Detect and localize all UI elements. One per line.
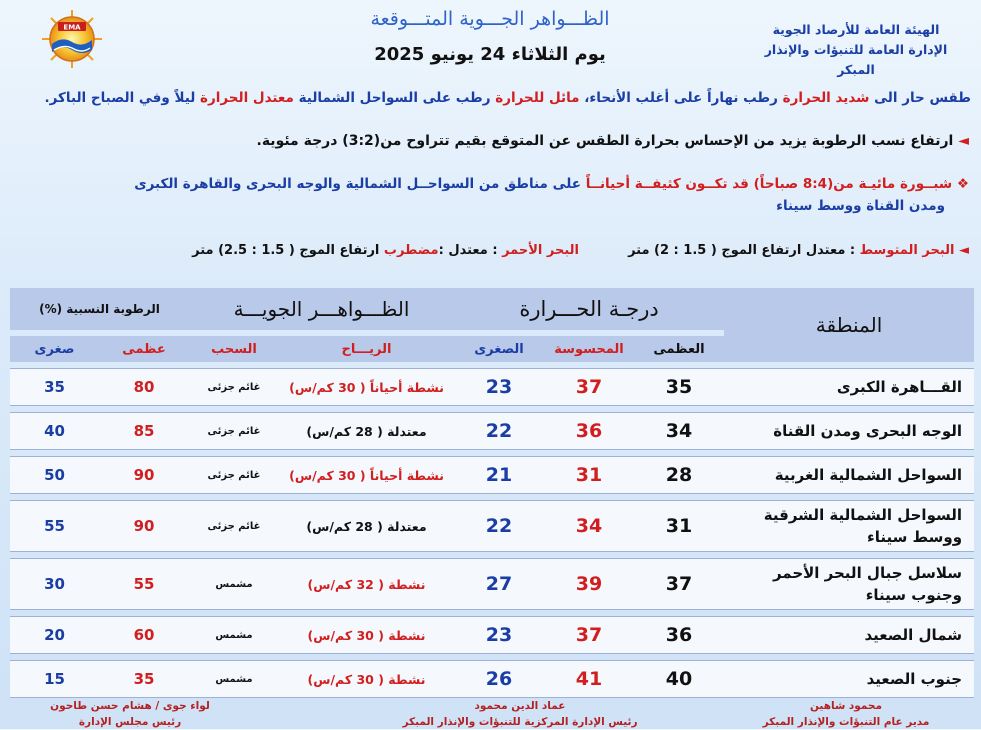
logo-text: EMA	[63, 23, 81, 32]
temp-feels: 34	[544, 500, 634, 552]
header-temperature: درجـة الحـــرارة	[454, 288, 724, 330]
page-title: الظـــواهر الجـــوية المتـــوقعة	[370, 8, 610, 30]
summary-part-2: شديد الحرارة	[782, 90, 870, 106]
subheader-feels: المحسوسة	[544, 336, 634, 362]
temp-max: 34	[634, 412, 724, 450]
temp-min: 21	[454, 456, 544, 494]
summary-part-6: معتدل الحرارة	[200, 90, 294, 106]
humidity-min: 20	[10, 616, 99, 654]
humidity-max: 90	[99, 500, 189, 552]
temp-min: 27	[454, 558, 544, 610]
summary-part-4: مائل للحرارة	[495, 90, 580, 106]
med-sea-label: البحر المتوسط	[859, 243, 955, 258]
humidity-max: 35	[99, 660, 189, 698]
summary-part-7: ليلاً وفي الصباح الباكر.	[44, 90, 201, 106]
signature-left-title: رئيس مجلس الإدارة	[78, 716, 182, 728]
ema-logo	[28, 8, 116, 70]
humidity-note	[9, 130, 969, 152]
clouds: مشمس	[189, 558, 279, 610]
wind: نشطة ( 32 كم/س)	[279, 558, 454, 610]
subheader-wind: الريـــاح	[279, 336, 454, 362]
table-row	[10, 500, 974, 552]
humidity-max: 90	[99, 456, 189, 494]
clouds: مشمس	[189, 616, 279, 654]
weather-summary	[6, 88, 971, 108]
table-row	[10, 368, 974, 406]
fog-note	[9, 173, 969, 217]
wind: نشطة أحياناً ( 30 كم/س)	[279, 456, 454, 494]
org-line-2: الإدارة العامة للتنبؤات والإنذار المبكر	[764, 42, 948, 77]
region-name: جنوب الصعيد	[724, 660, 974, 698]
temp-max: 31	[634, 500, 724, 552]
temp-min: 23	[454, 368, 544, 406]
fog-note-line-2: ومدن القناة ووسط سيناء	[776, 198, 945, 214]
table-row	[10, 412, 974, 450]
temp-min: 23	[454, 616, 544, 654]
temp-max: 37	[634, 558, 724, 610]
table-header-row	[10, 288, 974, 330]
med-sea-state: : معتدل	[801, 243, 860, 258]
temp-max: 28	[634, 456, 724, 494]
red-sea-state-1: : معتدل :	[438, 243, 503, 258]
region-name: سلاسل جبال البحر الأحمر وجنوب سيناء	[724, 558, 974, 610]
red-sea-state-2: مضطرب	[379, 243, 439, 258]
humidity-min: 55	[10, 500, 99, 552]
summary-part-5: رطب على السواحل الشمالية	[293, 90, 496, 106]
wind: نشطة أحياناً ( 30 كم/س)	[279, 368, 454, 406]
wind: معتدلة ( 28 كم/س)	[279, 412, 454, 450]
temp-max: 36	[634, 616, 724, 654]
humidity-max: 55	[99, 558, 189, 610]
wind: نشطة ( 30 كم/س)	[279, 616, 454, 654]
subheader-humidity-max: عظمى	[99, 336, 189, 362]
region-name: السواحل الشمالية الشرقية ووسط سيناء	[724, 500, 974, 552]
region-name: شمال الصعيد	[724, 616, 974, 654]
clouds: مشمس	[189, 660, 279, 698]
humidity-min: 35	[10, 368, 99, 406]
org-line-1: الهيئة العامة للأرصاد الجوية	[772, 22, 940, 37]
table-row	[10, 660, 974, 698]
fog-note-part-1: شبــورة مائيـة	[853, 176, 953, 192]
temp-max: 40	[634, 660, 724, 698]
signature-center	[370, 698, 670, 730]
clouds: غائم جزئى	[189, 456, 279, 494]
header-humidity: الرطوبة النسبية (%)	[10, 288, 189, 330]
region-name: الوجه البحرى ومدن القناة	[724, 412, 974, 450]
fog-note-part-4: على مناطق من السواحــل الشمالية والوجه البحرى والقاهرة الكبرى	[134, 176, 586, 192]
temp-feels: 36	[544, 412, 634, 450]
subheader-max: العظمى	[634, 336, 724, 362]
bullet-diamond-icon: ❖	[956, 176, 969, 192]
wind: معتدلة ( 28 كم/س)	[279, 500, 454, 552]
clouds: غائم جزئى	[189, 500, 279, 552]
humidity-min: 30	[10, 558, 99, 610]
summary-part-1: طقس حار الى	[869, 90, 971, 106]
bullet-arrow-icon: ◄	[959, 243, 969, 258]
subheader-clouds: السحب	[189, 336, 279, 362]
subheader-humidity-min: صغرى	[10, 336, 99, 362]
clouds: غائم جزئى	[189, 368, 279, 406]
temp-feels: 37	[544, 368, 634, 406]
humidity-min: 40	[10, 412, 99, 450]
signature-left-name: لواء جوى / هشام حسن طاحون	[50, 700, 210, 712]
red-sea-wave: ارتفاع الموج ( 1.5 : 2.5) متر	[192, 243, 380, 258]
signature-right	[731, 698, 961, 730]
bullet-arrow-icon: ◄	[958, 133, 969, 149]
subheader-min: الصغرى	[454, 336, 544, 362]
table-row	[10, 558, 974, 610]
signature-center-name: عماد الدين محمود	[474, 700, 566, 712]
temp-min: 22	[454, 412, 544, 450]
forecast-table	[10, 282, 974, 704]
temp-feels: 39	[544, 558, 634, 610]
temp-feels: 31	[544, 456, 634, 494]
region-name: القـــاهرة الكبرى	[724, 368, 974, 406]
med-sea-wave: ارتفاع الموج ( 1.5 : 2) متر	[628, 243, 802, 258]
table-row	[10, 456, 974, 494]
humidity-min: 15	[10, 660, 99, 698]
temp-max: 35	[634, 368, 724, 406]
humidity-max: 80	[99, 368, 189, 406]
clouds: غائم جزئى	[189, 412, 279, 450]
humidity-max: 85	[99, 412, 189, 450]
signature-right-name: محمود شاهين	[809, 700, 883, 712]
temp-min: 26	[454, 660, 544, 698]
header-weather: الظـــواهـــر الجويـــة	[189, 288, 454, 330]
fog-note-part-2: من(8:4 صباحاً)	[748, 176, 854, 192]
header-region: المنطقة	[724, 288, 974, 362]
summary-part-3: رطب نهاراً على أغلب الأنحاء،	[579, 90, 783, 106]
signature-center-title: رئيس الإدارة المركزية للتنبؤات والإنذار المبكر	[402, 716, 638, 728]
signature-left	[20, 698, 240, 730]
red-sea-label: البحر الأحمر	[502, 243, 579, 258]
forecast-date: يوم الثلاثاء 24 يونيو 2025	[374, 44, 606, 65]
humidity-note-text: ارتفاع نسب الرطوبة يزيد من الإحساس بحرارة الطقس عن المتوقع بقيم تتراوح من(3:2) درجة مئوية.	[256, 133, 954, 149]
wind: نشطة ( 30 كم/س)	[279, 660, 454, 698]
organization-name	[751, 20, 961, 80]
humidity-max: 60	[99, 616, 189, 654]
fog-note-part-3: قد تكــون كثيفــة أحيانــاً	[585, 176, 749, 192]
humidity-min: 50	[10, 456, 99, 494]
table-row	[10, 616, 974, 654]
temp-feels: 41	[544, 660, 634, 698]
signature-right-title: مدير عام التنبؤات والإنذار المبكر	[762, 716, 930, 728]
sea-state	[9, 240, 969, 262]
temp-feels: 37	[544, 616, 634, 654]
region-name: السواحل الشمالية الغربية	[724, 456, 974, 494]
temp-min: 22	[454, 500, 544, 552]
